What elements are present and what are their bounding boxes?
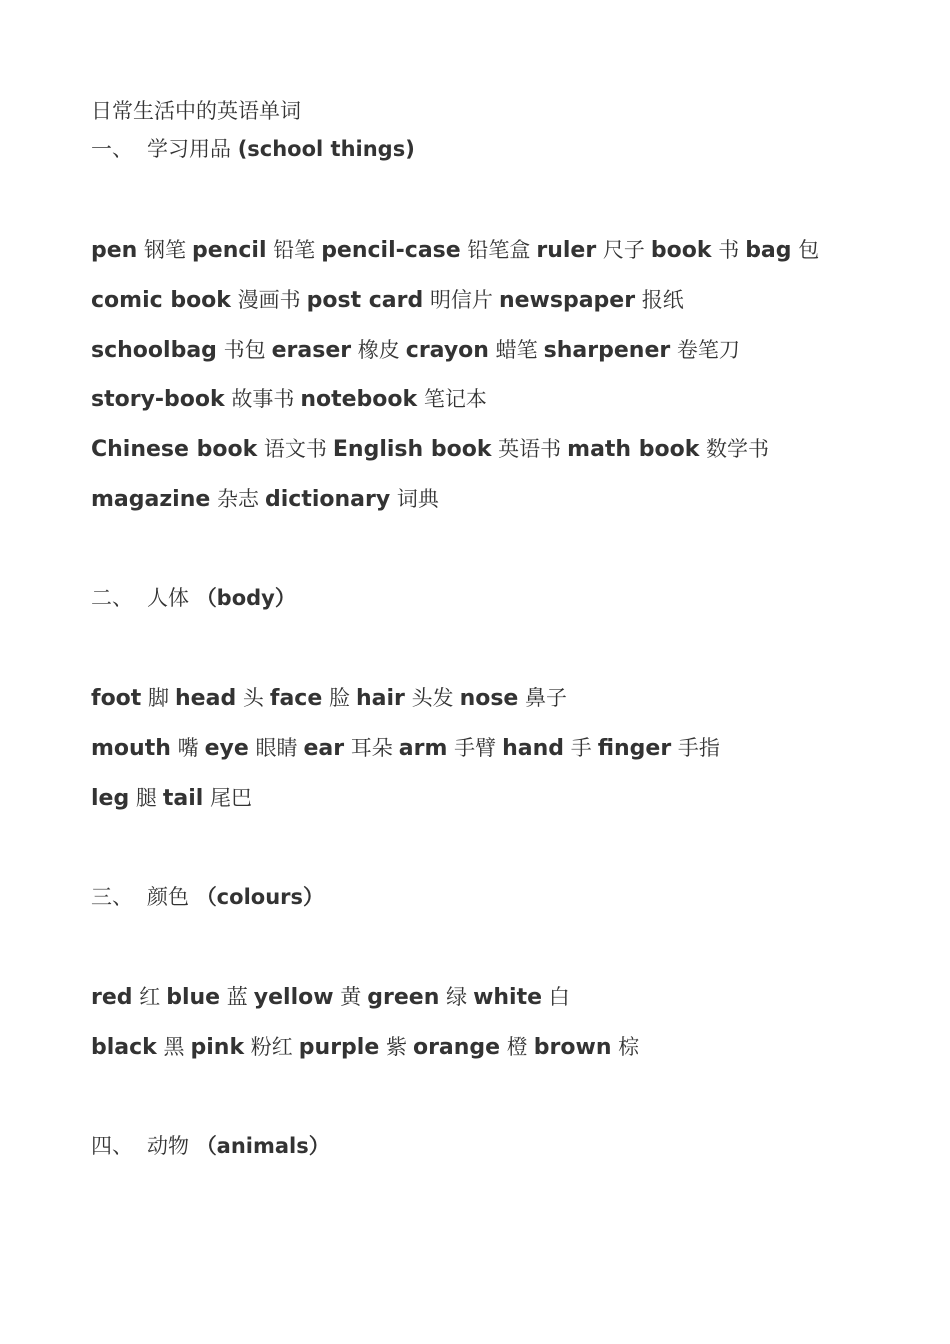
word-chinese: 嘴 bbox=[177, 736, 199, 760]
word-english: finger bbox=[597, 736, 672, 761]
section-title-zh: 颜色 bbox=[147, 885, 189, 909]
word-english: brown bbox=[533, 1035, 612, 1060]
word-english: pink bbox=[190, 1035, 245, 1060]
word-english: eraser bbox=[271, 338, 352, 363]
word-english: orange bbox=[412, 1035, 501, 1060]
vocab-row bbox=[91, 485, 445, 514]
section-number: 四、 bbox=[91, 1134, 133, 1158]
word-chinese: 脸 bbox=[328, 686, 350, 710]
word-chinese: 铅笔盒 bbox=[467, 238, 531, 262]
word-english: magazine bbox=[91, 487, 211, 512]
word-chinese: 脚 bbox=[148, 686, 170, 710]
section-title-zh: 学习用品 bbox=[147, 137, 231, 161]
document-title: 日常生活中的英语单词 bbox=[91, 99, 301, 123]
word-english: hair bbox=[355, 686, 405, 711]
word-english: tail bbox=[162, 786, 204, 811]
word-english: book bbox=[650, 238, 712, 263]
vocab-row bbox=[91, 435, 775, 464]
word-english: ruler bbox=[536, 238, 597, 263]
word-english: schoolbag bbox=[91, 338, 217, 363]
section-heading bbox=[91, 883, 324, 911]
vocab-row bbox=[91, 286, 690, 315]
word-english: face bbox=[269, 686, 323, 711]
word-chinese: 尺子 bbox=[602, 238, 645, 262]
section-title-zh: 动物 bbox=[147, 1134, 189, 1158]
vocab-row bbox=[91, 734, 726, 763]
word-english: story-book bbox=[91, 387, 225, 412]
word-english: purple bbox=[298, 1035, 380, 1060]
word-chinese: 粉红 bbox=[250, 1035, 293, 1059]
section-heading bbox=[91, 135, 415, 163]
word-chinese: 杂志 bbox=[216, 487, 259, 511]
word-english: bag bbox=[745, 238, 792, 263]
word-english: green bbox=[367, 985, 440, 1010]
section-title-en: （animals） bbox=[195, 1134, 330, 1158]
vocab-row bbox=[91, 385, 493, 414]
word-chinese: 头发 bbox=[411, 686, 454, 710]
word-chinese: 蓝 bbox=[226, 985, 248, 1009]
word-chinese: 书 bbox=[718, 238, 740, 262]
word-english: crayon bbox=[405, 338, 489, 363]
word-english: post card bbox=[306, 288, 424, 313]
word-english: newspaper bbox=[498, 288, 636, 313]
word-english: pen bbox=[91, 238, 138, 263]
word-english: yellow bbox=[253, 985, 334, 1010]
word-english: pencil bbox=[192, 238, 267, 263]
section-number: 一、 bbox=[91, 137, 133, 161]
word-english: leg bbox=[91, 786, 130, 811]
word-english: ear bbox=[303, 736, 345, 761]
word-english: math book bbox=[567, 437, 700, 462]
word-english: pencil-case bbox=[321, 238, 461, 263]
word-english: eye bbox=[204, 736, 249, 761]
word-english: foot bbox=[91, 686, 142, 711]
section-number: 三、 bbox=[91, 885, 133, 909]
word-chinese: 蜡笔 bbox=[495, 338, 538, 362]
word-chinese: 黄 bbox=[340, 985, 362, 1009]
word-chinese: 书包 bbox=[223, 338, 266, 362]
word-chinese: 眼睛 bbox=[255, 736, 298, 760]
vocab-row bbox=[91, 336, 746, 365]
vocab-row bbox=[91, 983, 576, 1012]
word-chinese: 头 bbox=[242, 686, 264, 710]
word-chinese: 英语书 bbox=[498, 437, 562, 461]
word-english: blue bbox=[166, 985, 221, 1010]
word-english: Chinese book bbox=[91, 437, 258, 462]
word-chinese: 红 bbox=[139, 985, 161, 1009]
word-chinese: 橙 bbox=[506, 1035, 528, 1059]
word-english: notebook bbox=[300, 387, 418, 412]
word-chinese: 故事书 bbox=[231, 387, 295, 411]
word-chinese: 手臂 bbox=[454, 736, 497, 760]
word-chinese: 词典 bbox=[396, 487, 439, 511]
word-chinese: 铅笔 bbox=[273, 238, 316, 262]
word-english: head bbox=[175, 686, 237, 711]
word-english: red bbox=[91, 985, 133, 1010]
word-chinese: 钢笔 bbox=[144, 238, 187, 262]
word-english: dictionary bbox=[264, 487, 391, 512]
word-chinese: 尾巴 bbox=[210, 786, 253, 810]
section-title-zh: 人体 bbox=[147, 586, 189, 610]
word-english: hand bbox=[502, 736, 564, 761]
word-chinese: 漫画书 bbox=[237, 288, 301, 312]
word-chinese: 棕 bbox=[618, 1035, 640, 1059]
word-chinese: 明信片 bbox=[429, 288, 493, 312]
word-chinese: 白 bbox=[548, 985, 570, 1009]
word-chinese: 鼻子 bbox=[525, 686, 568, 710]
word-chinese: 腿 bbox=[135, 786, 157, 810]
word-chinese: 数学书 bbox=[706, 437, 770, 461]
word-english: mouth bbox=[91, 736, 171, 761]
vocab-row bbox=[91, 236, 825, 265]
section-heading bbox=[91, 584, 296, 612]
word-english: English book bbox=[332, 437, 492, 462]
section-heading bbox=[91, 1132, 330, 1160]
section-title-en: (school things) bbox=[237, 137, 415, 161]
word-english: sharpener bbox=[543, 338, 671, 363]
word-english: white bbox=[473, 985, 543, 1010]
word-english: arm bbox=[398, 736, 448, 761]
word-chinese: 报纸 bbox=[641, 288, 684, 312]
word-chinese: 紫 bbox=[385, 1035, 407, 1059]
word-chinese: 橡皮 bbox=[357, 338, 400, 362]
vocab-row bbox=[91, 784, 258, 813]
word-chinese: 绿 bbox=[446, 985, 468, 1009]
section-number: 二、 bbox=[91, 586, 133, 610]
vocab-row bbox=[91, 1033, 645, 1062]
word-chinese: 手指 bbox=[677, 736, 720, 760]
vocab-row bbox=[91, 684, 573, 713]
word-chinese: 语文书 bbox=[263, 437, 327, 461]
word-chinese: 包 bbox=[798, 238, 820, 262]
word-chinese: 笔记本 bbox=[423, 387, 487, 411]
section-title-en: （colours） bbox=[195, 885, 324, 909]
word-english: comic book bbox=[91, 288, 231, 313]
section-title-en: （body） bbox=[195, 586, 296, 610]
word-chinese: 黑 bbox=[163, 1035, 185, 1059]
word-english: nose bbox=[459, 686, 519, 711]
word-chinese: 手 bbox=[570, 736, 592, 760]
word-english: black bbox=[91, 1035, 157, 1060]
word-chinese: 耳朵 bbox=[350, 736, 393, 760]
word-chinese: 卷笔刀 bbox=[676, 338, 740, 362]
